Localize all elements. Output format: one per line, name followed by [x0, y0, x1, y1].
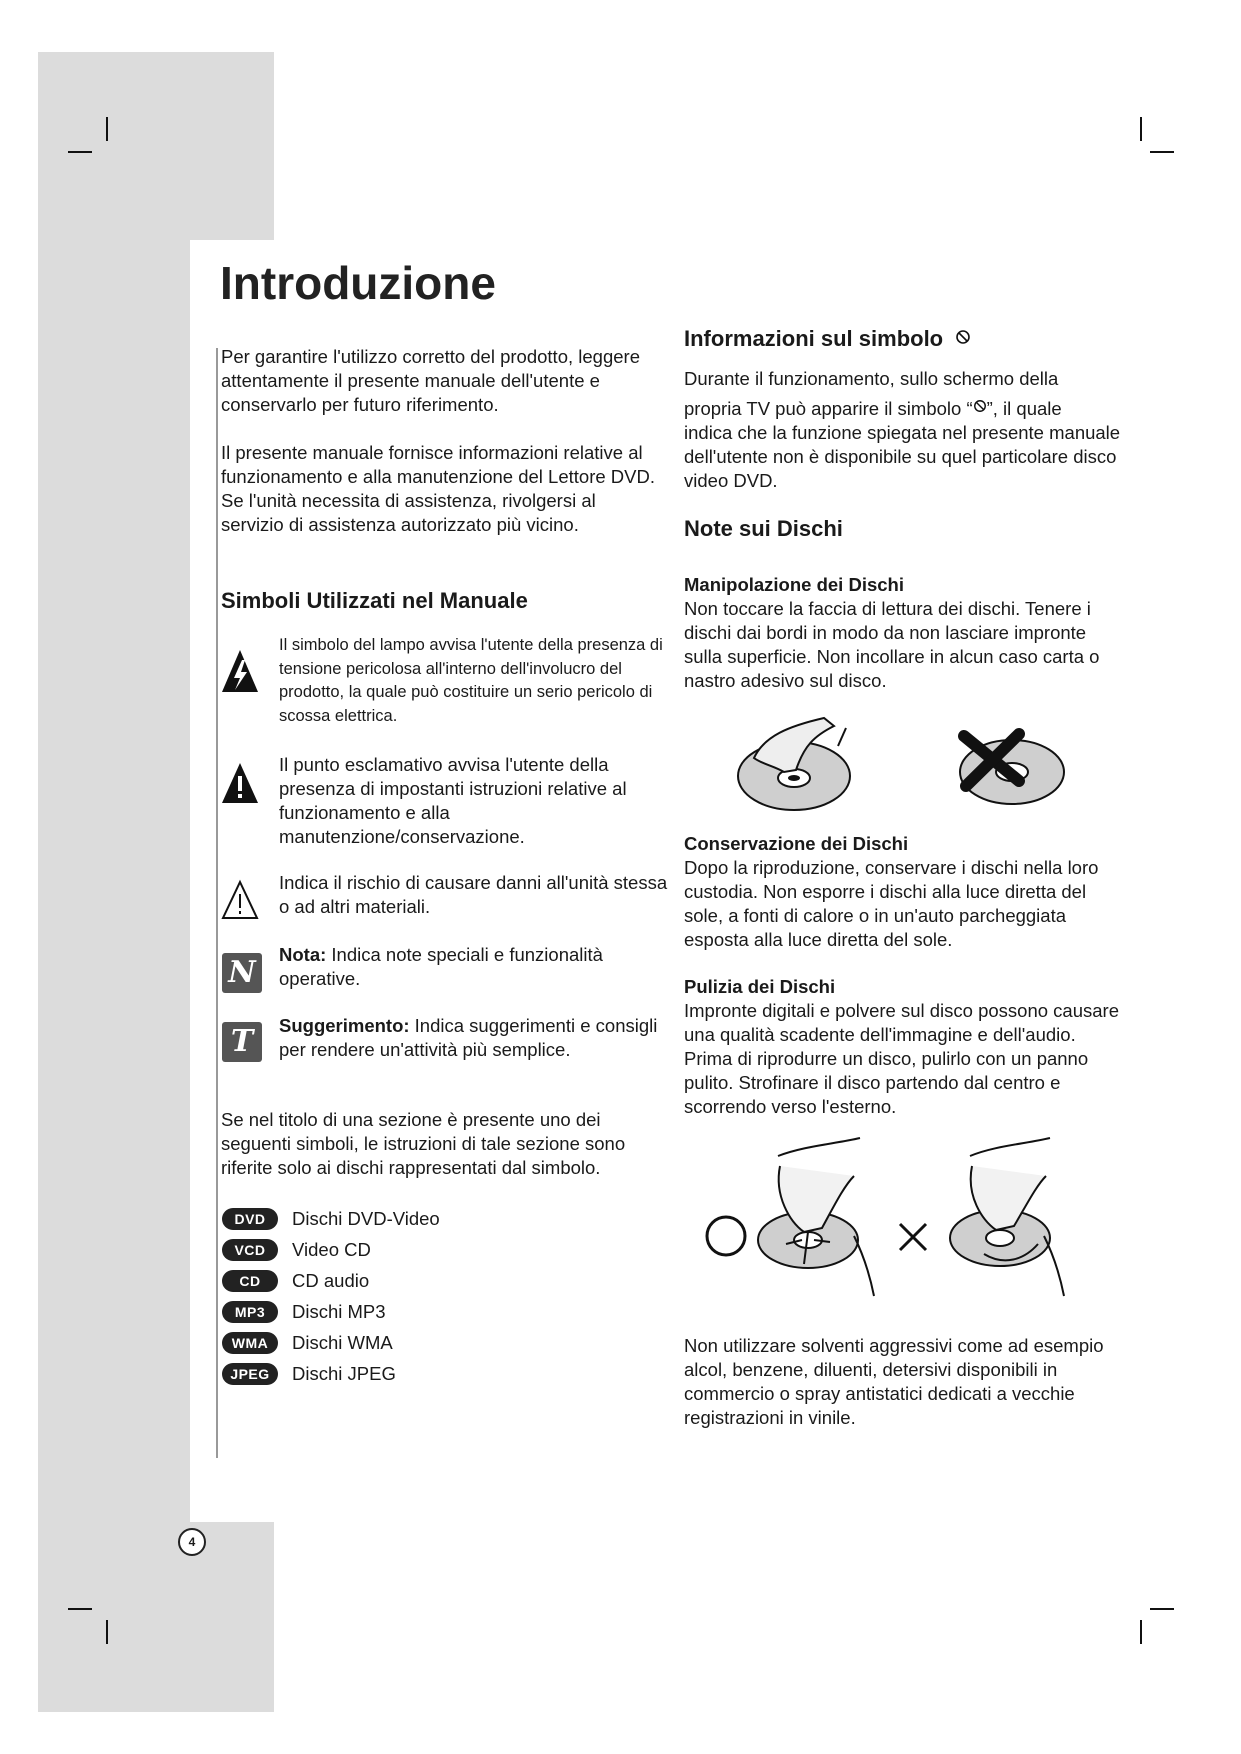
- cleaning-block: [684, 975, 1124, 1119]
- wrong-cleaning-image: [900, 1138, 1064, 1296]
- info-symbol-rest: indica che la funzione spiegata nel presente manuale dell'utente non è disponibile su quel particolare disco video DVD.: [684, 422, 1121, 491]
- disc-label: CD audio: [292, 1270, 370, 1291]
- info-symbol-heading-text: Informazioni sul simbolo: [684, 326, 944, 351]
- note-label: Nota:: [279, 944, 327, 965]
- tip-description: [279, 1014, 679, 1062]
- lightning-warning-icon: [220, 648, 260, 696]
- crop-mark: [1150, 151, 1174, 153]
- crop-mark: [1150, 1608, 1174, 1610]
- prohibited-icon: [955, 329, 971, 345]
- crop-mark: [106, 1620, 108, 1644]
- info-symbol-line-start: propria TV può apparire il simbolo “: [684, 398, 973, 419]
- caution-description: Indica il rischio di causare danni all'unità stessa o ad altri materiali.: [279, 872, 668, 917]
- intro-paragraph: Se l'unità necessita di assistenza, rivolgersi al servizio di assistenza autorizzato più vicino.: [221, 490, 596, 535]
- note-description: [279, 943, 679, 991]
- exclamation-warning-icon: [220, 761, 260, 807]
- symbol-note-row: [220, 943, 660, 993]
- symbols-heading: Simboli Utilizzati nel Manuale: [221, 588, 528, 613]
- page-number: 4: [178, 1528, 206, 1556]
- page-title: Introduzione: [220, 257, 496, 309]
- cleaning-heading: Pulizia dei Dischi: [684, 976, 836, 997]
- intro-paragraph: Per garantire l'utilizzo corretto del prodotto, leggere attentamente il presente manuale dell'utente e conservarlo per futuro riferimento.: [221, 346, 640, 415]
- disc-badge: VCD: [222, 1239, 278, 1261]
- info-symbol-line: [684, 397, 1124, 421]
- exclamation-description: Il punto esclamativo avvisa l'utente della presenza di impostanti istruzioni relative al funzionamento e alla manutenzione/conservazione.: [279, 754, 627, 847]
- handling-text: Non toccare la faccia di lettura dei dischi. Tenere i dischi dai bordi in modo da non lasciare impronte sulla superficie. Non incollare in alcun caso carta o nastro adesivo sul disco.: [684, 598, 1100, 691]
- correct-disc-hold-image: [738, 718, 850, 810]
- notes-heading: Note sui Dischi: [684, 516, 843, 541]
- disc-handling-illustration: [734, 706, 1114, 826]
- symbol-lightning-row: [220, 634, 663, 730]
- note-text: Indica note speciali e funzionalità operative.: [279, 944, 603, 989]
- symbol-exclamation-row: [220, 753, 660, 849]
- disc-badge: DVD: [222, 1208, 278, 1230]
- disc-label: Dischi MP3: [292, 1301, 386, 1322]
- cleaning-text: Impronte digitali e polvere sul disco possono causare una qualità scadente dell'immagine e dell'audio. Prima di riprodurre un disco, pulirlo con un panno pulito. Strofinare il disco partendo dal centro e scorrendo verso l'esterno.: [684, 1000, 1119, 1117]
- caution-triangle-icon: [220, 879, 260, 923]
- wrong-disc-hold-image: [960, 734, 1064, 804]
- crop-mark: [1140, 1620, 1142, 1644]
- section-symbol-note: Se nel titolo di una sezione è presente uno dei seguenti simboli, le istruzioni di tale sezione sono riferite solo ai dischi rappresentati dal simbolo.: [221, 1109, 626, 1178]
- correct-cleaning-image: [707, 1138, 874, 1296]
- storage-heading: Conservazione dei Dischi: [684, 833, 909, 854]
- info-symbol-heading: [684, 326, 971, 352]
- disc-label: Video CD: [292, 1239, 371, 1260]
- intro-block: [221, 345, 661, 537]
- info-symbol-line-end: ”, il quale: [986, 398, 1062, 419]
- disc-badge: CD: [222, 1270, 278, 1292]
- tip-label: Suggerimento:: [279, 1015, 410, 1036]
- disc-cleaning-illustration: [694, 1136, 1074, 1306]
- solvents-text: Non utilizzare solventi aggressivi come ad esempio alcol, benzene, diluenti, detersivi disponibili in commercio o spray antistatici dedicati a vecchie registrazioni in vinile.: [684, 1335, 1104, 1428]
- symbol-caution-row: [220, 871, 668, 921]
- crop-mark: [68, 1608, 92, 1610]
- disc-label: Dischi DVD-Video: [292, 1208, 440, 1229]
- tip-icon: T: [222, 1022, 262, 1062]
- prohibited-icon: [973, 399, 987, 413]
- disc-label: Dischi WMA: [292, 1332, 393, 1353]
- crop-mark: [1140, 117, 1142, 141]
- tip-text: Indica suggerimenti e consigli per rendere un'attività più semplice.: [279, 1015, 658, 1060]
- disc-badge: MP3: [222, 1301, 278, 1323]
- left-margin-band-bottom: [38, 1522, 274, 1712]
- note-icon: N: [222, 953, 262, 993]
- crop-mark: [106, 117, 108, 141]
- symbol-tip-row: [220, 1014, 660, 1064]
- storage-text: Dopo la riproduzione, conservare i dischi nella loro custodia. Non esporre i dischi alla luce diretta del sole, a fonti di calore o in un'auto parcheggiata esposta alla luce diretta del sole.: [684, 857, 1099, 950]
- disc-label: Dischi JPEG: [292, 1363, 396, 1384]
- lightning-description: Il simbolo del lampo avvisa l'utente della presenza di tensione pericolosa all'interno dell'involucro del prodotto, la quale può costituire un serio pericolo di scossa elettrica.: [279, 636, 663, 725]
- crop-mark: [68, 151, 92, 153]
- info-symbol-line: Durante il funzionamento, sullo schermo della: [684, 368, 1059, 389]
- info-symbol-text: [684, 367, 1124, 493]
- handling-block: [684, 573, 1124, 693]
- left-margin-strip: [38, 240, 190, 1522]
- disc-badge: JPEG: [222, 1363, 278, 1385]
- intro-paragraph: Il presente manuale fornisce informazioni relative al funzionamento e alla manutenzione del Lettore DVD.: [221, 442, 655, 487]
- storage-block: [684, 832, 1124, 952]
- left-margin-band: [38, 52, 274, 240]
- disc-badge: WMA: [222, 1332, 278, 1354]
- left-column-rule: [216, 348, 218, 1458]
- handling-heading: Manipolazione dei Dischi: [684, 574, 904, 595]
